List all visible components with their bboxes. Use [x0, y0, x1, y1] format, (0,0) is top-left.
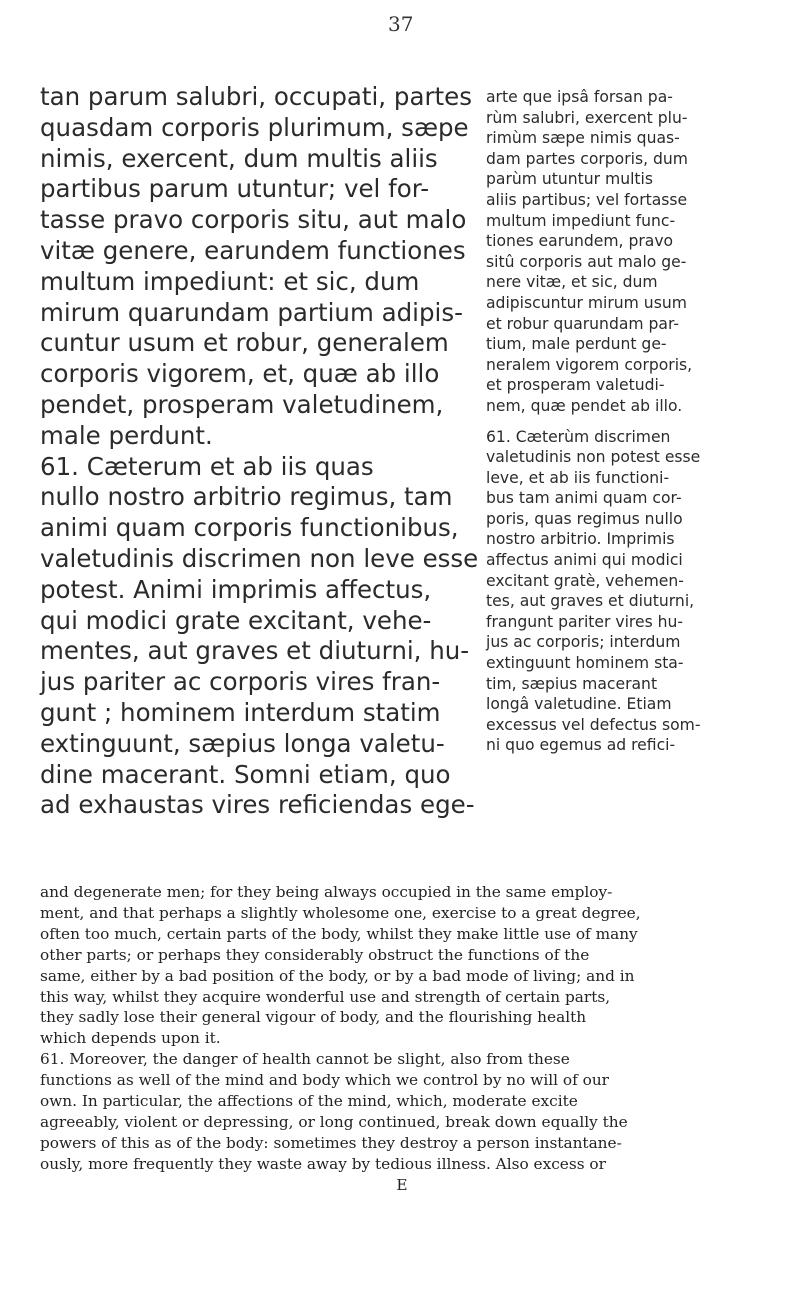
- paragraph-gap: [486, 417, 776, 427]
- side-line: tium, male perdunt ge-: [486, 335, 667, 354]
- side-line: rimùm sæpe nimis quas-: [486, 129, 680, 148]
- translation-line: 61. Moreover, the danger of health cannot be slight, also from these: [40, 1050, 570, 1069]
- text-line: male perdunt.: [40, 420, 213, 450]
- text-line: jus pariter ac corporis vires fran-: [40, 667, 441, 697]
- side-line: nem, quæ pendet ab illo.: [486, 396, 683, 415]
- side-line: excessus vel defectus som-: [486, 715, 701, 734]
- side-line: parùm utuntur multis: [486, 170, 654, 189]
- side-line: rùm salubri, exercent plu-: [486, 108, 688, 127]
- text-line: multum impediunt: et sic, dum: [40, 266, 420, 296]
- side-line: et prosperam valetudi-: [486, 376, 665, 395]
- side-line: affectus animi qui modici: [486, 551, 683, 570]
- side-line: frangunt pariter vires hu-: [486, 612, 684, 631]
- text-line: quasdam corporis plurimum, sæpe: [40, 112, 469, 142]
- translation-line: ment, and that perhaps a slightly wholesome one, exercise to a great degree,: [40, 903, 641, 922]
- side-line: et robur quarundam par-: [486, 314, 680, 333]
- side-line: longâ valetudine. Etiam: [486, 695, 672, 714]
- page-number: 37: [388, 12, 414, 36]
- text-line: ad exhaustas vires reficiendas ege-: [40, 790, 475, 820]
- side-line: aliis partibus; vel fortasse: [486, 190, 688, 209]
- side-line: excitant gratè, vehemen-: [486, 571, 684, 590]
- translation-line: ously, more frequently they waste away by tedious illness. Also excess or: [40, 1154, 606, 1173]
- text-line: nullo nostro arbitrio regimus, tam: [40, 482, 453, 512]
- english-translation: [40, 882, 764, 1196]
- text-line: nimis, exercent, dum multis aliis: [40, 143, 438, 173]
- text-line: valetudinis discrimen non leve esse: [40, 543, 479, 573]
- latin-main-text: [40, 82, 479, 821]
- text-line: dine macerant. Somni etiam, quo: [40, 759, 451, 789]
- text-line: pendet, prosperam valetudinem,: [40, 389, 444, 419]
- side-line: adipiscuntur mirum usum: [486, 293, 687, 312]
- text-line: mirum quarundam partium adipis-: [40, 297, 463, 327]
- translation-line: this way, whilst they acquire wonderful use and strength of certain parts,: [40, 987, 611, 1006]
- side-line: bus tam animi quam cor-: [486, 489, 682, 508]
- side-line: multum impediunt func-: [486, 211, 676, 230]
- side-line: tes, aut graves et diuturni,: [486, 592, 695, 611]
- translation-line: they sadly lose their general vigour of body, and the flourishing health: [40, 1008, 587, 1027]
- text-line: cuntur usum et robur, generalem: [40, 328, 449, 358]
- side-line: tiones earundem, pravo: [486, 232, 674, 251]
- text-line: corporis vigorem, et, quæ ab illo: [40, 359, 440, 389]
- text-line: vitæ genere, earundem functiones: [40, 235, 466, 265]
- side-line: valetudinis non potest esse: [486, 448, 701, 467]
- side-line: extinguunt hominem sta-: [486, 654, 684, 673]
- side-line: sitû corporis aut malo ge-: [486, 252, 687, 271]
- translation-line: often too much, certain parts of the body, whilst they make little use of many: [40, 924, 638, 943]
- translation-line: which depends upon it.: [40, 1029, 221, 1048]
- translation-line: same, either by a bad position of the body, or by a bad mode of living; and in: [40, 966, 635, 985]
- translation-line: other parts; or perhaps they considerably obstruct the functions of the: [40, 945, 590, 964]
- side-line: nere vitæ, et sic, dum: [486, 273, 658, 292]
- side-line: ni quo egemus ad refici-: [486, 736, 676, 755]
- text-line: partibus parum utuntur; vel for-: [40, 174, 430, 204]
- side-line: poris, quas regimus nullo: [486, 509, 683, 528]
- translation-line: powers of this as of the body: sometimes they destroy a person instantane-: [40, 1133, 622, 1152]
- signature-mark: E: [396, 1175, 408, 1194]
- text-line: extinguunt, sæpius longa valetu-: [40, 728, 445, 758]
- side-line: leve, et ab iis functioni-: [486, 468, 670, 487]
- side-line: neralem vigorem corporis,: [486, 355, 693, 374]
- text-line: qui modici grate excitant, vehe-: [40, 605, 432, 635]
- side-line: jus ac corporis; interdum: [486, 633, 681, 652]
- side-line: 61. Cæterùm discrimen: [486, 427, 671, 446]
- text-line: 61. Cæterum et ab iis quas: [40, 451, 374, 481]
- text-line: potest. Animi imprimis affectus,: [40, 574, 432, 604]
- text-line: tasse pravo corporis situ, aut malo: [40, 205, 467, 235]
- text-line: animi quam corporis functionibus,: [40, 513, 459, 543]
- translation-line: functions as well of the mind and body which we control by no will of our: [40, 1071, 609, 1090]
- text-line: mentes, aut graves et diuturni, hu-: [40, 636, 470, 666]
- translation-line: and degenerate men; for they being always occupied in the same employ-: [40, 883, 613, 901]
- text-line: gunt ; hominem interdum statim: [40, 697, 441, 727]
- latin-side-text: [486, 87, 776, 756]
- side-line: dam partes corporis, dum: [486, 149, 688, 168]
- side-line: nostro arbitrio. Imprimis: [486, 530, 675, 549]
- translation-line: agreeably, violent or depressing, or long continued, break down equally the: [40, 1112, 628, 1131]
- text-line: tan parum salubri, occupati, partes: [40, 82, 472, 111]
- side-line: tim, sæpius macerant: [486, 674, 658, 693]
- side-line: arte que ipsâ forsan pa-: [486, 88, 673, 106]
- translation-line: own. In particular, the affections of the mind, which, moderate excite: [40, 1092, 578, 1111]
